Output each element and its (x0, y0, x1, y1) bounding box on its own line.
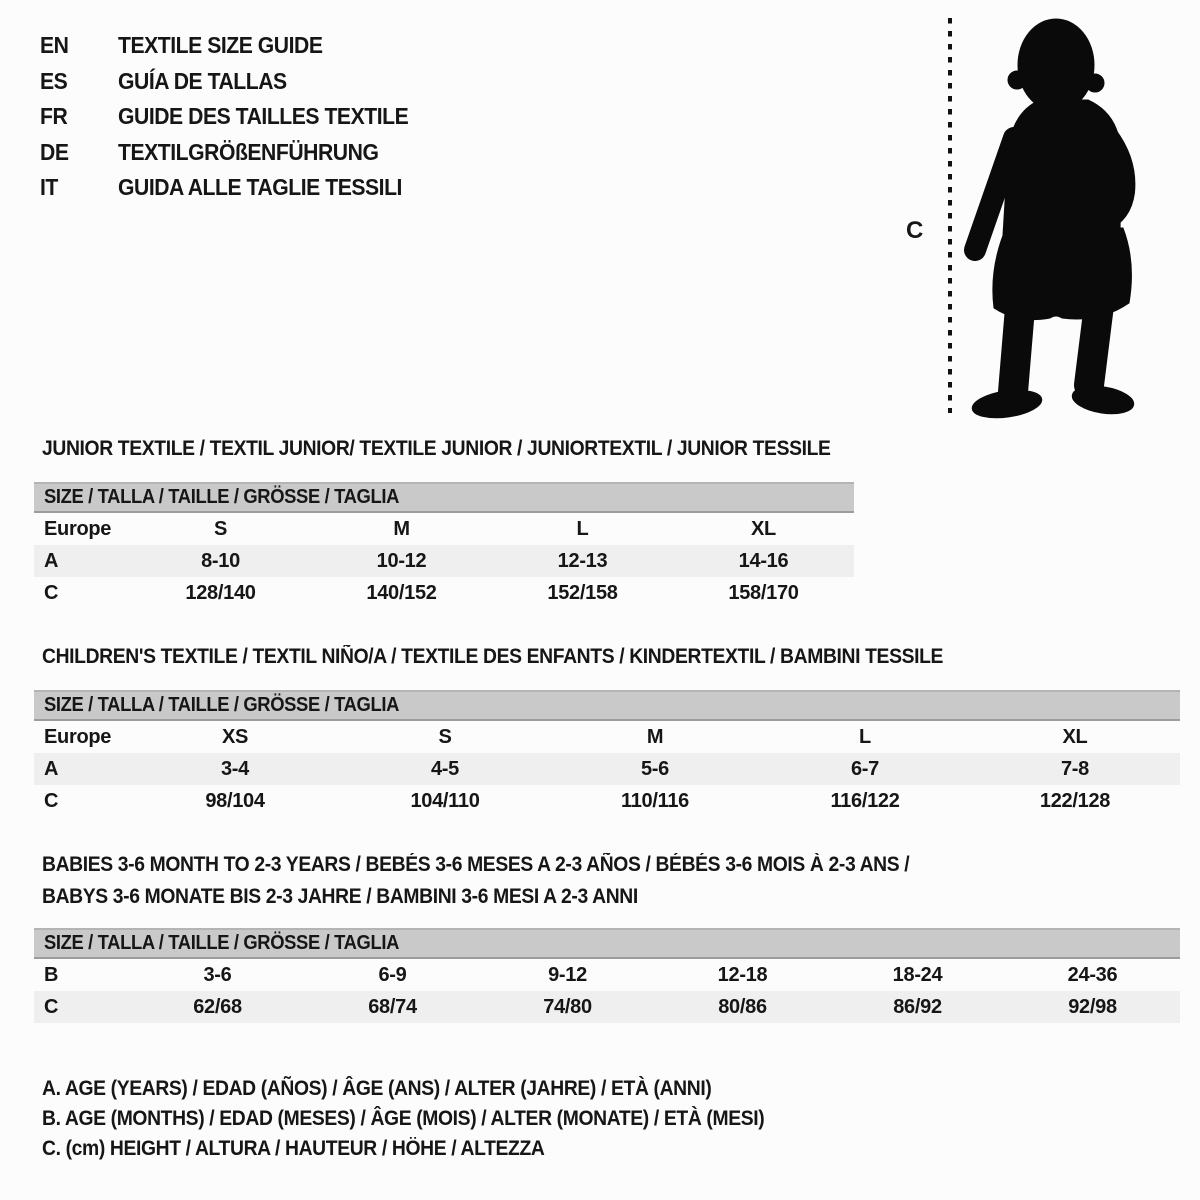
row-label: C (44, 995, 59, 1018)
height-cell: 92/98 (1068, 995, 1117, 1018)
age-cell: 14-16 (738, 549, 789, 572)
size-header-label: SIZE / TALLA / TAILLE / GRÖSSE / TAGLIA (44, 694, 400, 716)
age-cell: 24-36 (1067, 963, 1118, 986)
age-cell: 6-7 (850, 757, 879, 780)
height-cell: 104/110 (410, 789, 480, 812)
baby-silhouette-figure (890, 10, 1160, 422)
babies-title-line1: BABIES 3-6 MONTH TO 2-3 YEARS / BEBÉS 3-6 MESES A 2-3 AÑOS / BÉBÉS 3-6 MOIS À 2-3 ANS / (42, 853, 910, 876)
table-row-europe (34, 721, 1180, 753)
children-size-table (34, 690, 1180, 817)
babies-size-table (34, 928, 1180, 1023)
row-label: A (44, 549, 59, 572)
row-label: C (44, 789, 59, 812)
age-cell: 8-10 (201, 549, 240, 572)
guide-title: GUIDE DES TAILLES TEXTILE (118, 103, 409, 130)
age-cell: 3-6 (203, 963, 232, 986)
table-row-height (34, 577, 854, 609)
lang-code: ES (40, 67, 68, 94)
size-header-bar (34, 690, 1180, 721)
height-cell: 158/170 (728, 581, 799, 604)
row-label: Europe (44, 517, 112, 540)
row-label: B (44, 963, 59, 986)
age-cell: 12-18 (717, 963, 768, 986)
height-cell: 122/128 (1039, 789, 1111, 812)
baby-figure (971, 19, 1136, 422)
age-cell: 12-13 (557, 549, 608, 572)
table-row-age-months (34, 959, 1180, 991)
lang-row-de (40, 135, 434, 171)
height-cell: 116/122 (830, 789, 900, 812)
row-label: C (44, 581, 59, 604)
size-cell: M (646, 725, 664, 748)
size-header-bar (34, 482, 854, 513)
table-row-europe (34, 513, 854, 545)
size-cell: M (393, 517, 410, 540)
legend-line-b: B. AGE (MONTHS) / EDAD (MESES) / ÂGE (MOIS) / ALTER (MONATE) / ETÀ (MESI) (42, 1107, 765, 1130)
age-cell: 9-12 (548, 963, 587, 986)
table-row-height (34, 785, 1180, 817)
size-cell: L (859, 725, 871, 748)
height-cell: 68/74 (368, 995, 417, 1018)
lang-row-es (40, 64, 434, 100)
babies-section-title (42, 849, 909, 913)
lang-row-en (40, 28, 434, 64)
junior-size-table (34, 482, 854, 609)
size-cell: XL (1062, 725, 1088, 748)
height-cell: 152/158 (547, 581, 618, 604)
age-cell: 4-5 (430, 757, 459, 780)
table-row-age-years (34, 753, 1180, 785)
age-cell: 7-8 (1060, 757, 1089, 780)
age-cell: 6-9 (378, 963, 407, 986)
size-cell: S (438, 725, 452, 748)
height-cell: 140/152 (366, 581, 437, 604)
lang-row-it (40, 170, 434, 206)
guide-title: TEXTILE SIZE GUIDE (118, 32, 323, 59)
height-cell: 62/68 (193, 995, 242, 1018)
size-cell: L (576, 517, 589, 540)
legend-line-c: C. (cm) HEIGHT / ALTURA / HAUTEUR / HÖHE / ALTEZZA (42, 1137, 545, 1160)
guide-title: GUÍA DE TALLAS (118, 67, 287, 94)
age-cell: 3-4 (220, 757, 249, 780)
lang-code: DE (40, 138, 69, 165)
height-measure-label: C (906, 217, 923, 244)
age-cell: 18-24 (892, 963, 943, 986)
age-cell: 5-6 (640, 757, 669, 780)
junior-section-title: JUNIOR TEXTILE / TEXTIL JUNIOR/ TEXTILE JUNIOR / JUNIORTEXTIL / JUNIOR TESSILE (42, 437, 831, 460)
legend-line-a: A. AGE (YEARS) / EDAD (AÑOS) / ÂGE (ANS) / ALTER (JAHRE) / ETÀ (ANNI) (42, 1077, 712, 1100)
lang-code: EN (40, 32, 69, 59)
children-section-title: CHILDREN'S TEXTILE / TEXTIL NIÑO/A / TEXTILE DES ENFANTS / KINDERTEXTIL / BAMBINI TESSILE (42, 645, 944, 668)
height-cell: 86/92 (893, 995, 942, 1018)
lang-row-fr (40, 99, 434, 135)
size-header-label: SIZE / TALLA / TAILLE / GRÖSSE / TAGLIA (44, 932, 400, 954)
height-cell: 128/140 (185, 581, 256, 604)
size-cell: XL (751, 517, 776, 540)
guide-title: TEXTILGRÖßENFÜHRUNG (118, 138, 379, 165)
height-cell: 98/104 (205, 789, 265, 812)
size-cell: XS (221, 725, 249, 748)
size-cell: S (213, 517, 228, 540)
babies-title-line2: BABYS 3-6 MONATE BIS 2-3 JAHRE / BAMBINI 3-6 MESI A 2-3 ANNI (42, 885, 638, 908)
lang-code: IT (40, 174, 58, 201)
guide-title: GUIDA ALLE TAGLIE TESSILI (118, 174, 402, 201)
height-cell: 74/80 (543, 995, 592, 1018)
age-cell: 10-12 (376, 549, 427, 572)
size-header-label: SIZE / TALLA / TAILLE / GRÖSSE / TAGLIA (44, 486, 400, 508)
measure-legend (42, 1074, 827, 1164)
table-row-height (34, 991, 1180, 1023)
height-cell: 110/116 (621, 789, 689, 812)
size-header-bar (34, 928, 1180, 959)
table-row-age-years (34, 545, 854, 577)
language-title-list (40, 28, 434, 206)
row-label: Europe (44, 725, 112, 748)
lang-code: FR (40, 103, 68, 130)
row-label: A (44, 757, 59, 780)
height-cell: 80/86 (718, 995, 767, 1018)
